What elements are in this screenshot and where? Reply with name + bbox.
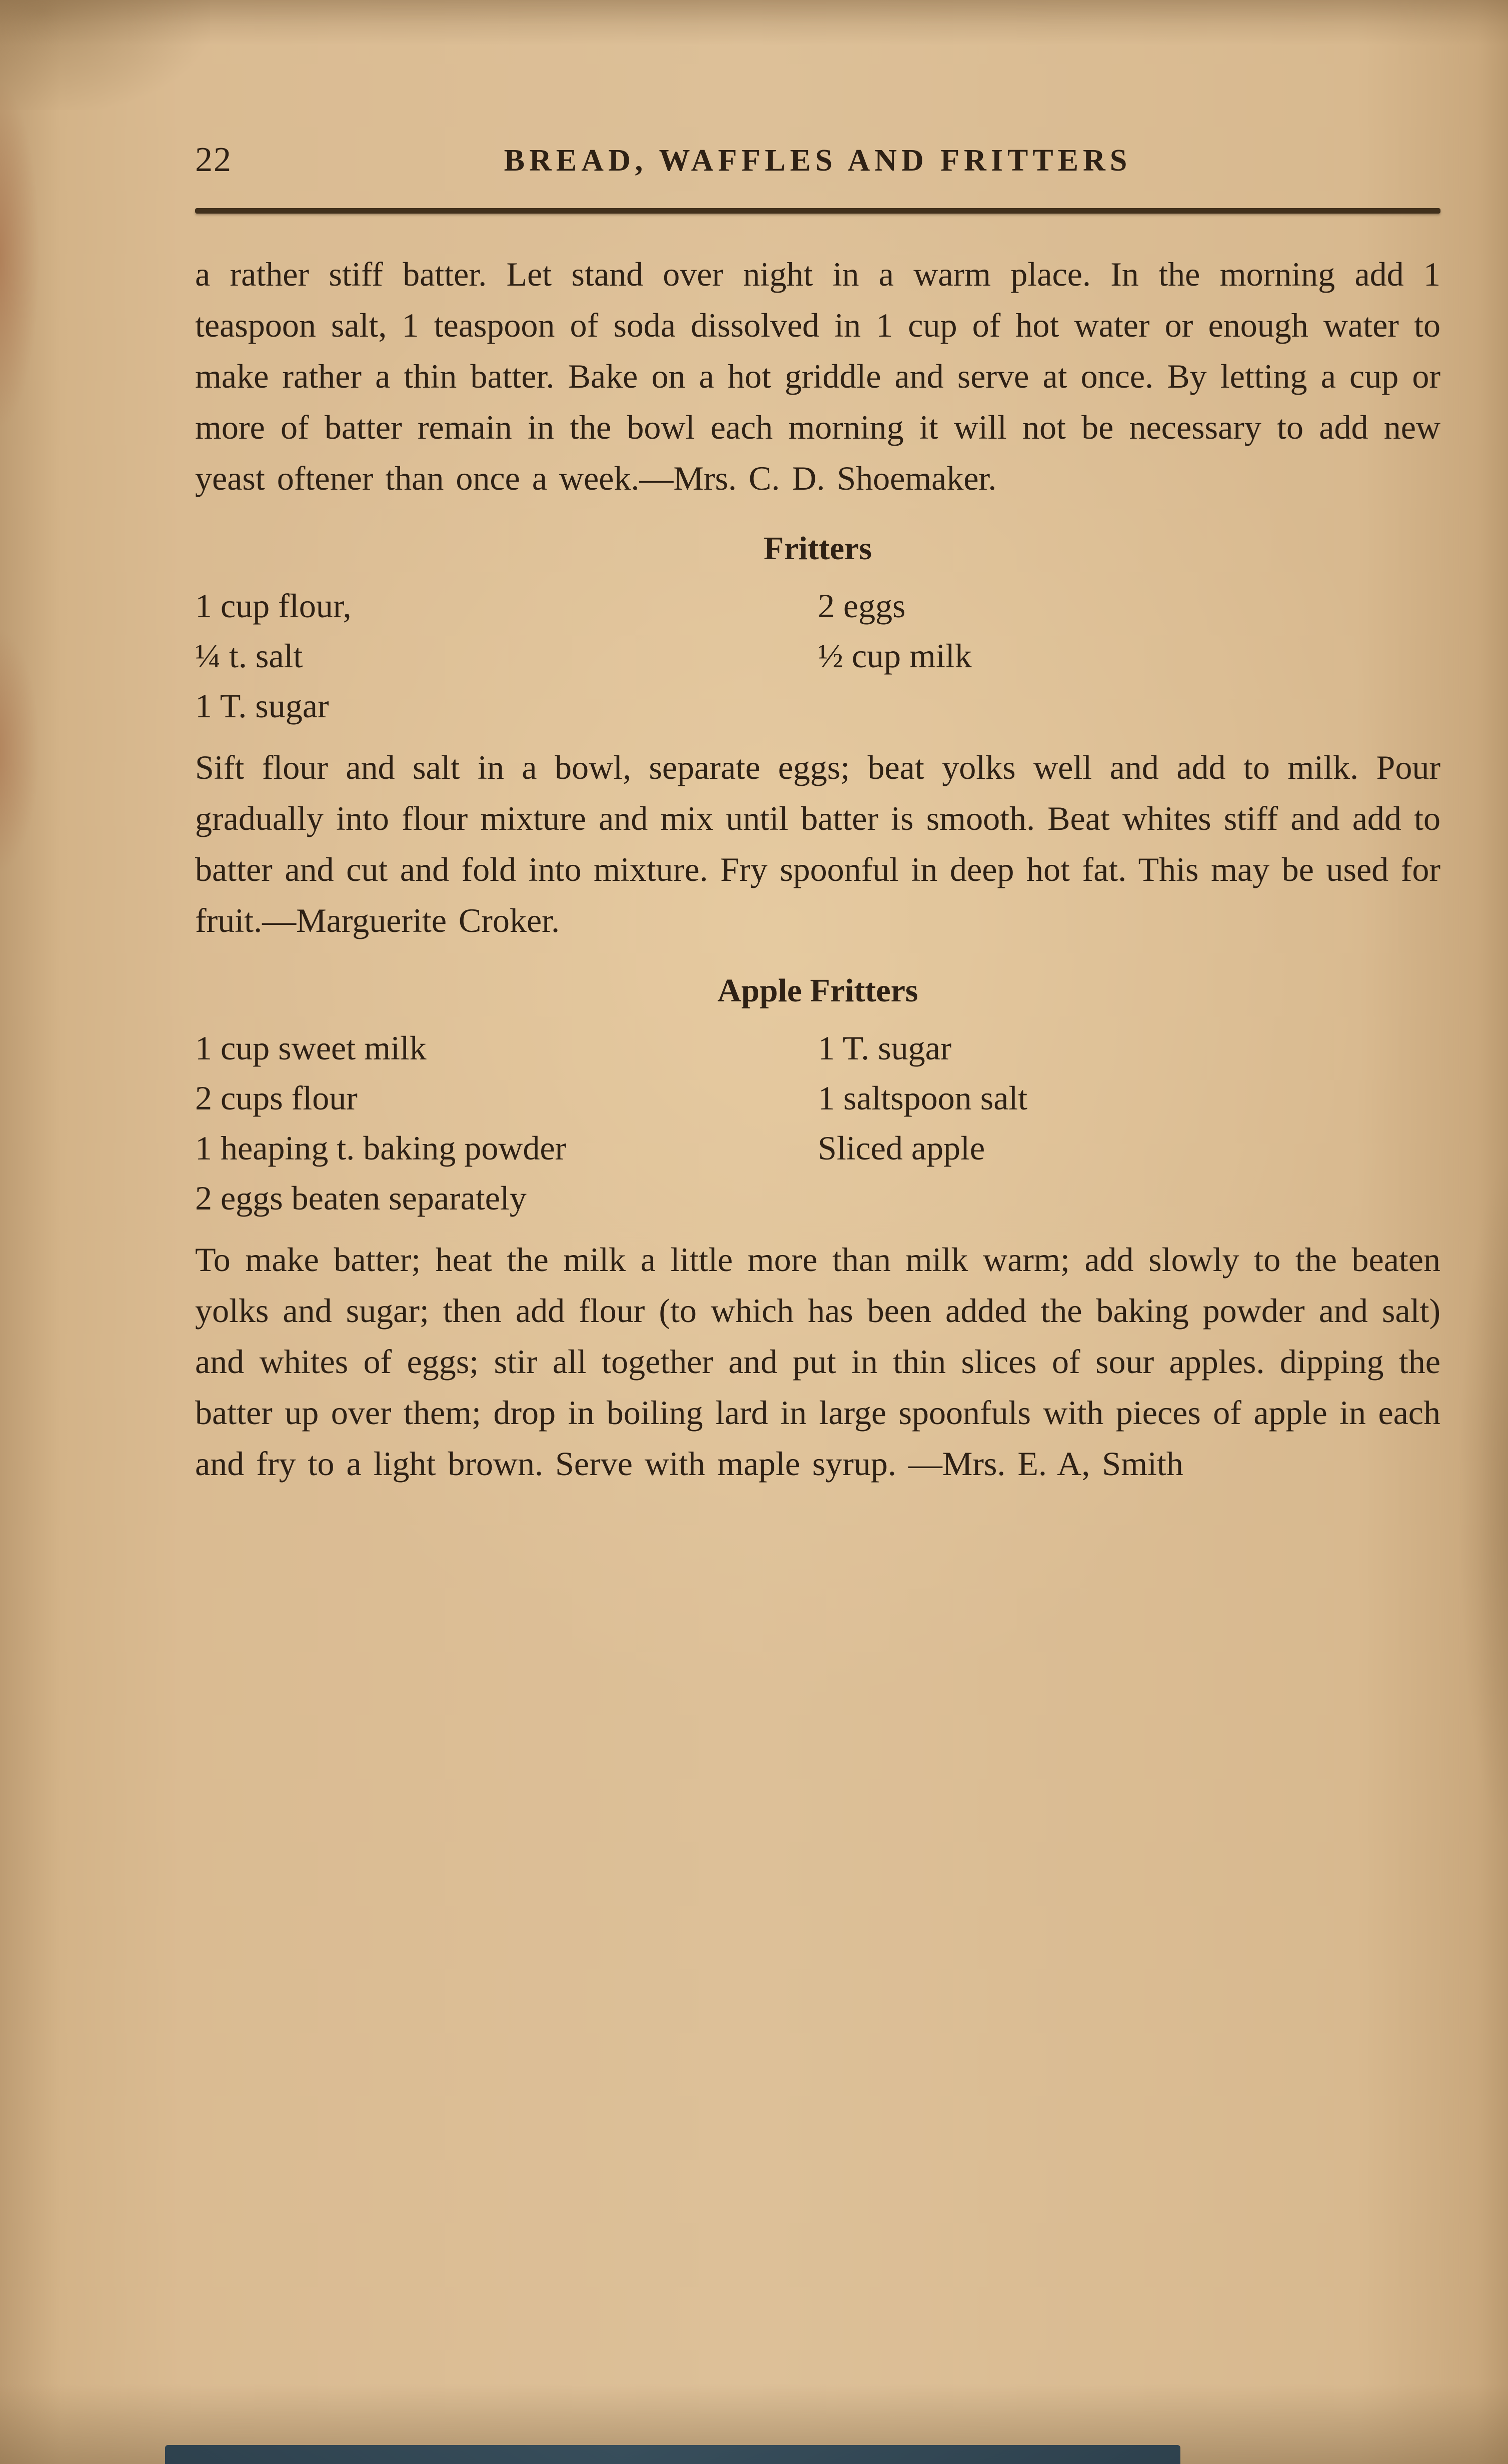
ingredient-item: 1 T. sugar [818,1029,952,1067]
paper-edge-top [0,0,1508,45]
binding-strip [165,2445,1180,2464]
chapter-title: BREAD, WAFFLES AND FRITTERS [504,144,1132,178]
ingredient-item-empty [818,681,1440,731]
page-number: 22 [195,141,232,179]
ingredient-list-apple-fritters [195,1023,1440,1223]
ingredient-item: Sliced apple [818,1129,985,1167]
ingredient-item: ¼ t. salt [195,637,303,675]
ingredient-item: 2 cups flour [195,1079,358,1117]
recipe-instructions-apple-fritters: To make batter; heat the milk a little more than milk warm; add slowly to the beaten yolks and sugar; then add flour (to which has been added the baking powder and salt) and whites of eggs; stir all together and put in thin slices of sour apples. dipping the batter up over them; drop in boiling lard in large spoonfuls with pieces of apple in each and fry to a light brown. Serve with maple syrup. —Mrs. E. A, Smith [195,1241,1440,1483]
ingredient-item: 2 eggs [818,587,906,625]
ingredient-list-fritters [195,581,1440,731]
header-rule [195,208,1440,214]
ingredient-item: 2 eggs beaten separately [195,1179,527,1217]
page-header-row [195,140,1440,195]
intro-paragraph: a rather stiff batter. Let stand over night in a warm place. In the morning add 1 teaspoon salt, 1 teaspoon of soda dissolved in 1 cup of hot water or enough water to make rather a thin batter. Bake on a hot griddle and serve at once. By letting a cup or more of batter remain in the bowl each morning it will not be necessary to add new yeast oftener than once a week.—Mrs. C. D. Shoemaker. [195,255,1440,497]
recipe-instructions-fritters: Sift flour and salt in a bowl, separate eggs; beat yolks well and add to milk. Pour gradually into flour mixture and mix until batter is smooth. Beat whites stiff and add to batter and cut and fold into mixture. Fry spoonful in deep hot fat. This may be used for fruit.—Marguerite Croker. [195,748,1440,939]
ingredient-item: 1 T. sugar [195,687,329,725]
recipe-title-apple-fritters: Apple Fritters [717,972,918,1009]
ingredient-item-empty [818,1173,1440,1223]
paper-stain [0,625,40,875]
ingredient-item: 1 heaping t. baking powder [195,1129,567,1167]
ingredient-item: ½ cup milk [818,637,972,675]
ingredient-item: 1 saltspoon salt [818,1079,1028,1117]
ingredient-item: 1 cup sweet milk [195,1029,427,1067]
paper-stain [0,80,40,430]
recipe-title-fritters: Fritters [763,530,872,567]
page-content [195,140,1440,1489]
ingredient-item: 1 cup flour, [195,587,352,625]
paper-stain [1458,1150,1508,1851]
